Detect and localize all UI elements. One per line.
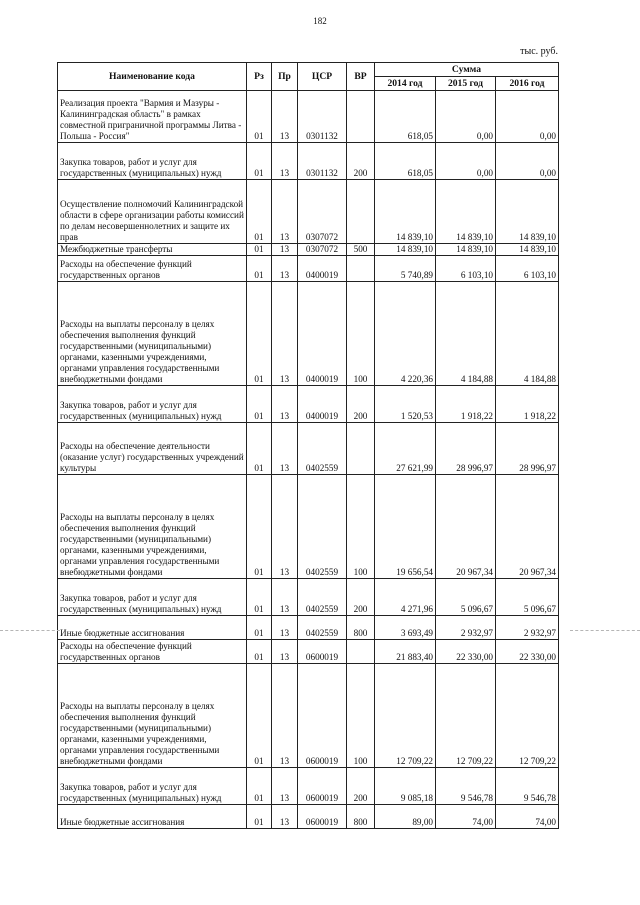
row-vr: 100 [347,282,375,386]
row-csr: 0600019 [298,640,347,664]
header-vr: ВР [347,63,375,91]
row-name [58,256,247,282]
row-2014: 27 621,99 [375,423,436,475]
row-name-text: Иные бюджетные ассигнования [60,817,185,827]
table-row [58,282,559,386]
row-name [58,386,247,423]
row-name-text: Расходы на обеспечение функций государственных органов [60,258,192,280]
row-rz: 01 [247,180,272,244]
row-csr: 0307072 [298,244,347,256]
row-pr: 13 [272,386,298,423]
row-name [58,423,247,475]
row-2016: 1 918,22 [496,386,559,423]
row-2016: 0,00 [496,91,559,143]
row-2014: 4 271,96 [375,579,436,616]
row-2015: 22 330,00 [436,640,496,664]
unit-label: тыс. руб. [520,46,558,57]
row-2016: 6 103,10 [496,256,559,282]
row-name-text: Расходы на выплаты персоналу в целях обеспечения выполнения функций государственными (муниципальными) органами, казенными учреждениями, органами управления государственными внебюджетными фондами [60,700,220,766]
row-2014: 618,05 [375,91,436,143]
row-2014: 21 883,40 [375,640,436,664]
row-csr: 0600019 [298,664,347,768]
row-rz: 01 [247,616,272,640]
table-body [58,91,559,829]
row-pr: 13 [272,640,298,664]
scan-artifact-line [570,630,640,631]
row-rz: 01 [247,475,272,579]
row-vr: 500 [347,244,375,256]
row-vr [347,91,375,143]
header-rz: Рз [247,63,272,91]
row-2014: 1 520,53 [375,386,436,423]
row-2016: 0,00 [496,143,559,180]
row-2015: 6 103,10 [436,256,496,282]
table-row [58,768,559,805]
header-2015: 2015 год [436,77,496,91]
row-rz: 01 [247,244,272,256]
row-2015: 0,00 [436,143,496,180]
row-vr [347,180,375,244]
row-2016: 9 546,78 [496,768,559,805]
header-2016: 2016 год [496,77,559,91]
table-row [58,386,559,423]
row-name-text: Расходы на выплаты персоналу в целях обеспечения выполнения функций государственными (муниципальными) органами, казенными учреждениями, органами управления государственными внебюджетными фондами [60,318,220,384]
row-2014: 14 839,10 [375,244,436,256]
row-2014: 9 085,18 [375,768,436,805]
row-2016: 12 709,22 [496,664,559,768]
row-2015: 14 839,10 [436,244,496,256]
row-rz: 01 [247,664,272,768]
row-name [58,143,247,180]
row-vr [347,423,375,475]
row-csr: 0402559 [298,423,347,475]
row-2016: 28 996,97 [496,423,559,475]
row-name-text: Закупка товаров, работ и услуг для государственных (муниципальных) нужд [60,592,222,614]
row-2015: 4 184,88 [436,282,496,386]
row-2015: 12 709,22 [436,664,496,768]
row-csr: 0600019 [298,768,347,805]
row-2014: 19 656,54 [375,475,436,579]
row-pr: 13 [272,143,298,180]
row-2016: 5 096,67 [496,579,559,616]
row-name [58,640,247,664]
row-rz: 01 [247,91,272,143]
row-rz: 01 [247,386,272,423]
row-2015: 1 918,22 [436,386,496,423]
page-number: 182 [313,16,327,26]
header-pr: Пр [272,63,298,91]
row-vr: 100 [347,475,375,579]
row-2016: 4 184,88 [496,282,559,386]
row-name [58,282,247,386]
row-csr: 0400019 [298,386,347,423]
row-2016: 2 932,97 [496,616,559,640]
row-csr: 0301132 [298,143,347,180]
row-name-text: Закупка товаров, работ и услуг для государственных (муниципальных) нужд [60,156,222,178]
row-rz: 01 [247,768,272,805]
row-vr [347,640,375,664]
table-row [58,475,559,579]
row-csr: 0402559 [298,475,347,579]
header-2014: 2014 год [375,77,436,91]
row-2015: 5 096,67 [436,579,496,616]
row-name [58,91,247,143]
row-rz: 01 [247,423,272,475]
row-2016: 14 839,10 [496,180,559,244]
row-2015: 28 996,97 [436,423,496,475]
row-2016: 20 967,34 [496,475,559,579]
row-name-text: Закупка товаров, работ и услуг для государственных (муниципальных) нужд [60,399,222,421]
row-csr: 0301132 [298,91,347,143]
row-2014: 3 693,49 [375,616,436,640]
table-row [58,143,559,180]
row-name [58,579,247,616]
row-pr: 13 [272,805,298,829]
row-2016: 14 839,10 [496,244,559,256]
table-row [58,640,559,664]
row-2015: 2 932,97 [436,616,496,640]
row-2016: 22 330,00 [496,640,559,664]
row-name [58,244,247,256]
row-2015: 0,00 [436,91,496,143]
header-csr: ЦСР [298,63,347,91]
row-vr: 200 [347,579,375,616]
table-row [58,805,559,829]
row-vr [347,256,375,282]
table-row [58,423,559,475]
table-row [58,256,559,282]
row-rz: 01 [247,579,272,616]
table-row [58,579,559,616]
row-vr: 200 [347,143,375,180]
row-name-text: Расходы на выплаты персоналу в целях обеспечения выполнения функций государственными (муниципальными) органами, казенными учреждениями, органами управления государственными внебюджетными фондами [60,511,220,577]
row-name-text: Осуществление полномочий Калининградской области в сфере организации работы комиссий по делам несовершеннолетних и защите их прав [60,198,244,242]
table-row [58,180,559,244]
row-rz: 01 [247,805,272,829]
row-name-text: Расходы на обеспечение деятельности (оказание услуг) государственных учреждений культуры [60,440,244,473]
row-pr: 13 [272,256,298,282]
row-name [58,768,247,805]
row-name [58,664,247,768]
row-2015: 9 546,78 [436,768,496,805]
row-2014: 618,05 [375,143,436,180]
budget-table [57,62,559,829]
row-csr: 0400019 [298,282,347,386]
row-2014: 5 740,89 [375,256,436,282]
row-2015: 20 967,34 [436,475,496,579]
row-pr: 13 [272,664,298,768]
table-row [58,616,559,640]
row-csr: 0402559 [298,579,347,616]
row-pr: 13 [272,579,298,616]
row-name [58,180,247,244]
row-2015: 74,00 [436,805,496,829]
table-row [58,244,559,256]
row-name [58,805,247,829]
row-pr: 13 [272,423,298,475]
row-rz: 01 [247,256,272,282]
scan-artifact-line [0,630,60,631]
row-name-text: Расходы на обеспечение функций государственных органов [60,640,192,662]
row-name-text: Закупка товаров, работ и услуг для государственных (муниципальных) нужд [60,781,222,803]
row-pr: 13 [272,282,298,386]
row-pr: 13 [272,768,298,805]
row-pr: 13 [272,244,298,256]
row-pr: 13 [272,91,298,143]
row-pr: 13 [272,616,298,640]
row-2014: 4 220,36 [375,282,436,386]
row-2016: 74,00 [496,805,559,829]
row-pr: 13 [272,475,298,579]
row-2014: 14 839,10 [375,180,436,244]
row-name [58,475,247,579]
row-pr: 13 [272,180,298,244]
row-csr: 0400019 [298,256,347,282]
row-vr: 800 [347,616,375,640]
row-2014: 89,00 [375,805,436,829]
row-rz: 01 [247,640,272,664]
row-vr: 800 [347,805,375,829]
header-sum: Сумма [375,63,559,77]
row-csr: 0402559 [298,616,347,640]
row-rz: 01 [247,143,272,180]
row-name [58,616,247,640]
row-vr: 200 [347,386,375,423]
row-2014: 12 709,22 [375,664,436,768]
row-vr: 100 [347,664,375,768]
row-csr: 0307072 [298,180,347,244]
row-vr: 200 [347,768,375,805]
row-rz: 01 [247,282,272,386]
row-csr: 0600019 [298,805,347,829]
header-name: Наименование кода [58,63,247,91]
row-name-text: Реализация проекта "Вармия и Мазуры - Калининградская область" в рамках совместной приграничной программы Литва - Польша - Россия" [60,97,242,141]
table-row [58,91,559,143]
row-name-text: Иные бюджетные ассигнования [60,628,185,638]
row-2015: 14 839,10 [436,180,496,244]
row-name-text: Межбюджетные трансферты [60,244,173,254]
table-row [58,664,559,768]
